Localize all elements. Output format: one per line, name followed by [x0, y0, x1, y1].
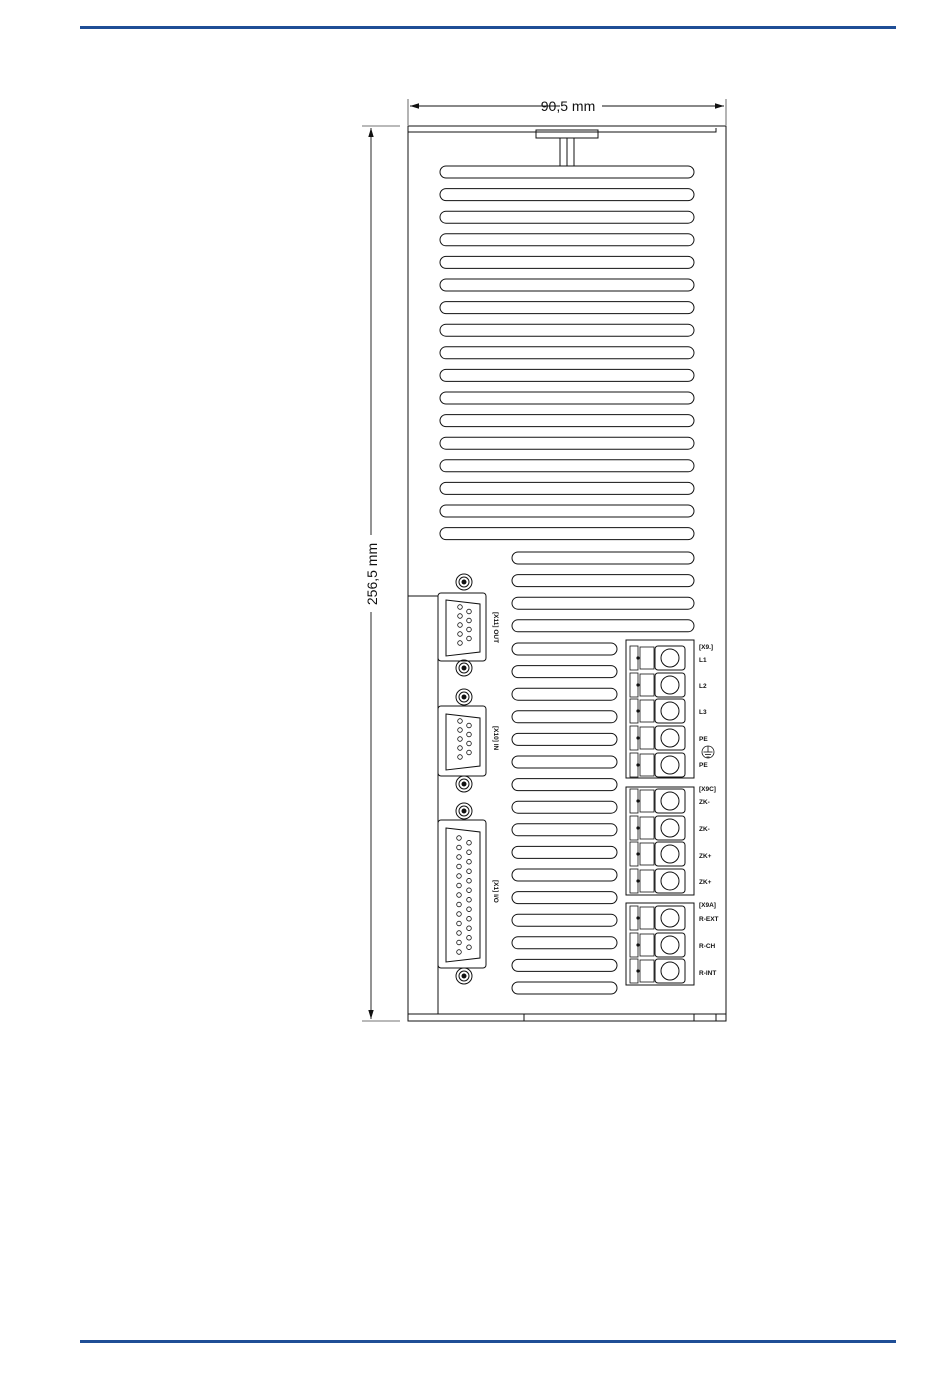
terminal-body	[655, 726, 685, 750]
connector-pin	[458, 719, 463, 724]
x9-l3-label: L3	[699, 709, 707, 716]
vent-slot	[512, 666, 617, 678]
ventilation-slots-middle	[512, 643, 617, 994]
terminal-screw-icon	[661, 909, 679, 927]
terminal-dot	[636, 763, 639, 766]
terminal-screw-icon	[661, 872, 679, 890]
terminal-dot	[636, 879, 639, 882]
x9a-r-ch-label: R-CH	[699, 943, 716, 950]
connector-pin	[457, 864, 462, 869]
connector-pin	[458, 755, 463, 760]
vent-slot	[440, 460, 694, 472]
connector-pin	[467, 916, 472, 921]
connector-pin	[458, 605, 463, 610]
vent-slot	[512, 892, 617, 904]
terminal-screw-icon	[661, 729, 679, 747]
connector-pin	[457, 931, 462, 936]
terminal-lever	[640, 790, 654, 812]
vent-slot	[440, 279, 694, 291]
x9c-header: [X9C]	[699, 786, 716, 793]
connector-x1-label: [X1] I/O	[492, 880, 499, 903]
connector-pin	[458, 641, 463, 646]
x9c-zk-plus-label-2: ZK+	[699, 879, 712, 886]
jack-screw-hole	[462, 782, 467, 787]
width-dimension	[408, 98, 726, 125]
vent-slot	[512, 869, 617, 881]
ventilation-slots-right	[512, 552, 694, 632]
vent-slot	[512, 937, 617, 949]
vent-slot	[512, 643, 617, 655]
terminal-screw-icon	[661, 756, 679, 774]
connector-pin	[457, 836, 462, 841]
connector-pin	[467, 609, 472, 614]
jack-screw-hole	[462, 695, 467, 700]
vent-slot	[440, 256, 694, 268]
connector-pin	[467, 907, 472, 912]
connector-pin	[457, 855, 462, 860]
connector-x10	[438, 706, 486, 776]
terminal-dot	[636, 683, 639, 686]
connector-pin	[457, 921, 462, 926]
vent-slot	[440, 369, 694, 381]
vent-slot	[440, 437, 694, 449]
connector-pin	[458, 632, 463, 637]
terminal-body	[655, 869, 685, 893]
terminal-lever	[640, 960, 654, 982]
terminal-dot	[636, 916, 639, 919]
terminal-dot	[636, 799, 639, 802]
terminal-body	[655, 906, 685, 930]
x9a-header: [X9A]	[699, 902, 716, 909]
connector-pin	[458, 623, 463, 628]
x9-header: [X9.]	[699, 644, 714, 651]
vent-slot	[512, 801, 617, 813]
ventilation-slots-upper	[440, 166, 694, 540]
x9a-r-ext-label: R-EXT	[699, 916, 719, 923]
terminal-screw-icon	[661, 649, 679, 667]
connector-pin	[467, 750, 472, 755]
terminal-body	[655, 753, 685, 777]
jack-screw-hole	[462, 974, 467, 979]
x9-l2-label: L2	[699, 683, 707, 690]
vent-slot	[440, 528, 694, 540]
connector-pin	[457, 893, 462, 898]
vent-slot	[512, 711, 617, 723]
terminal-dot	[636, 943, 639, 946]
connector-pin	[467, 636, 472, 641]
height-label: 256,5 mm	[364, 542, 380, 606]
connector-x11-label: [X11] OUT	[492, 612, 499, 644]
terminal-screw-icon	[661, 845, 679, 863]
vent-slot	[512, 597, 694, 609]
vent-slot	[512, 846, 617, 858]
x9c-zk-plus-label-1: ZK+	[699, 853, 712, 860]
connector-pin	[458, 746, 463, 751]
connector-pin	[457, 902, 462, 907]
terminal-lever	[640, 647, 654, 669]
vent-slot	[512, 779, 617, 791]
connector-pin	[467, 723, 472, 728]
vent-slot	[440, 505, 694, 517]
terminal-lever	[640, 674, 654, 696]
connector-pin	[457, 845, 462, 850]
vent-slot	[512, 733, 617, 745]
connector-pin	[458, 728, 463, 733]
terminal-body	[655, 933, 685, 957]
connector-pin	[467, 926, 472, 931]
connector-pin	[457, 940, 462, 945]
connector-x10-label: [X10] IN	[492, 726, 499, 751]
terminal-lever	[640, 907, 654, 929]
connector-pin	[467, 850, 472, 855]
vent-slot	[440, 302, 694, 314]
x9c-zk-minus-label-1: ZK-	[699, 799, 710, 806]
terminal-screw-icon	[661, 819, 679, 837]
terminal-lever	[640, 700, 654, 722]
terminal-body	[655, 789, 685, 813]
vent-slot	[512, 620, 694, 632]
connector-pin	[467, 897, 472, 902]
terminal-lever	[640, 727, 654, 749]
vent-slot	[512, 756, 617, 768]
connector-pin	[467, 935, 472, 940]
vent-slot	[440, 234, 694, 246]
vent-slot	[440, 415, 694, 427]
vent-slot	[512, 959, 617, 971]
vent-slot	[512, 914, 617, 926]
terminal-dot	[636, 852, 639, 855]
x9c-zk-minus-label-2: ZK-	[699, 826, 710, 833]
vent-slot	[440, 324, 694, 336]
terminal-screw-icon	[661, 962, 679, 980]
width-label: 90,5 mm	[540, 98, 596, 114]
x9-pe-label-1: PE	[699, 736, 708, 743]
terminal-body	[655, 646, 685, 670]
x9-l1-label: L1	[699, 657, 707, 664]
housing	[408, 126, 726, 1021]
connector-pin	[467, 869, 472, 874]
connector-pin	[467, 741, 472, 746]
vent-slot	[440, 347, 694, 359]
vent-slot	[440, 189, 694, 201]
terminal-lever	[640, 817, 654, 839]
connector-pin	[467, 888, 472, 893]
terminal-screw-icon	[661, 702, 679, 720]
jack-screw-hole	[462, 580, 467, 585]
connector-pin	[458, 737, 463, 742]
x9-pe-label-2: PE	[699, 762, 708, 769]
vent-slot	[512, 824, 617, 836]
connector-pin	[467, 627, 472, 632]
terminal-screw-icon	[661, 676, 679, 694]
terminal-dot	[636, 656, 639, 659]
terminal-body	[655, 959, 685, 983]
connector-pin	[467, 840, 472, 845]
jack-screw-hole	[462, 666, 467, 671]
terminal-screw-icon	[661, 792, 679, 810]
vent-slot	[440, 392, 694, 404]
connector-pin	[467, 618, 472, 623]
height-dimension	[362, 126, 400, 1021]
x9a-r-int-label: R-INT	[699, 970, 717, 977]
vent-slot	[512, 575, 694, 587]
terminal-lever	[640, 843, 654, 865]
connector-pin	[457, 883, 462, 888]
terminal-dot	[636, 736, 639, 739]
connector-x1	[438, 820, 486, 968]
vent-slot	[440, 166, 694, 178]
jack-screw-hole	[462, 809, 467, 814]
top-mounting-tab	[536, 130, 598, 166]
connector-pin	[467, 732, 472, 737]
vent-slot	[440, 211, 694, 223]
vent-slot	[512, 688, 617, 700]
connector-pin	[467, 945, 472, 950]
terminal-body	[655, 673, 685, 697]
vent-slot	[512, 552, 694, 564]
terminal-lever	[640, 754, 654, 776]
terminal-body	[655, 842, 685, 866]
connector-pin	[457, 874, 462, 879]
terminal-dot	[636, 969, 639, 972]
vent-slot	[440, 482, 694, 494]
ground-symbol-icon	[702, 746, 714, 758]
terminal-screw-icon	[661, 936, 679, 954]
connector-pin	[457, 912, 462, 917]
vent-slot	[512, 982, 617, 994]
connector-pin	[457, 950, 462, 955]
terminal-dot	[636, 826, 639, 829]
terminal-lever	[640, 870, 654, 892]
terminal-lever	[640, 934, 654, 956]
connector-pin	[458, 614, 463, 619]
terminal-body	[655, 699, 685, 723]
terminal-body	[655, 816, 685, 840]
terminal-dot	[636, 709, 639, 712]
connector-pin	[467, 878, 472, 883]
connector-pin	[467, 859, 472, 864]
connector-x11	[438, 593, 486, 661]
terminal-screws	[630, 646, 685, 983]
